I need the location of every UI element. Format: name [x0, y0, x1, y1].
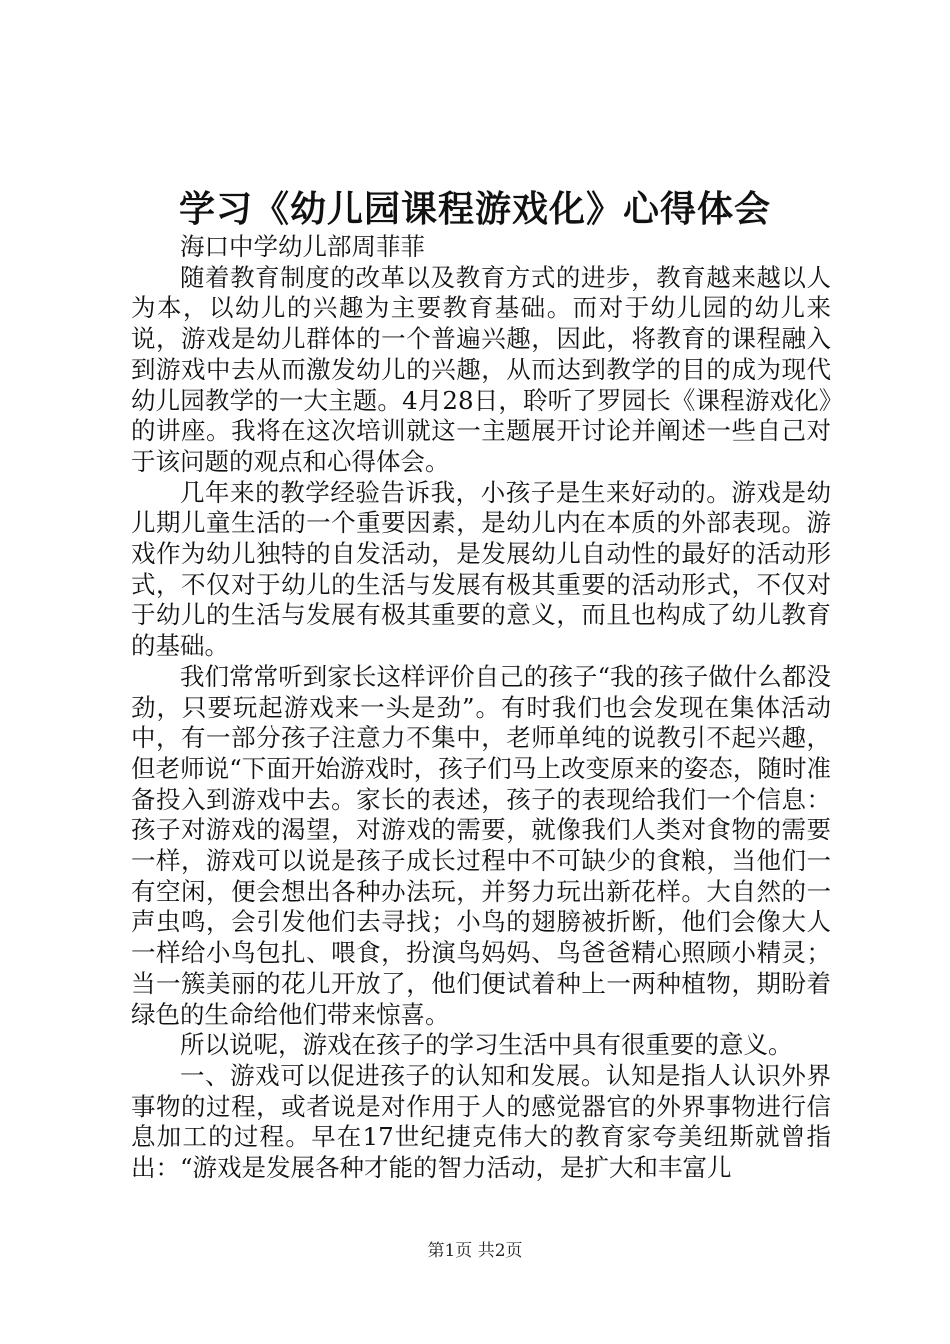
author-line: 海口中学幼儿部周菲菲	[180, 232, 425, 261]
document-body	[131, 232, 831, 1184]
paragraph: 几年来的教学经验告诉我，小孩子是生来好动的。游戏是幼儿期儿童生活的一个重要因素，是幼儿内在本质的外部表现。游戏作为幼儿独特的自发活动，是发展幼儿自动性的最好的活动形式，不仅对于幼儿的生活与发展有极其重要的活动形式，不仅对于幼儿的生活与发展有极其重要的意义，而且也构成了幼儿教育的基础。	[131, 477, 831, 661]
paragraph: 所以说呢，游戏在孩子的学习生活中具有很重要的意义。	[180, 1030, 793, 1060]
document-title: 学习《幼儿园课程游戏化》心得体会	[178, 188, 771, 230]
page-indicator: 第1页 共2页	[427, 1241, 523, 1261]
paragraph: 随着教育制度的改革以及教育方式的进步，教育越来越以人为本，以幼儿的兴趣为主要教育基础。而对于幼儿园的幼儿来说，游戏是幼儿群体的一个普遍兴趣，因此，将教育的课程融入到游戏中去从而激发幼儿的兴趣，从而达到教学的目的成为现代幼儿园教学的一大主题。4月28日，聆听了罗园长《课程游戏化》的讲座。我将在这次培训就这一主题展开讨论并阐述一些自己对于该问题的观点和心得体会。	[131, 262, 831, 476]
paragraph: 我们常常听到家长这样评价自己的孩子“我的孩子做什么都没劲，只要玩起游戏来一头是劲”。有时我们也会发现在集体活动中，有一部分孩子注意力不集中，老师单纯的说教引不起兴趣，但老师说“下面开始游戏时，孩子们马上改变原来的姿态，随时准备投入到游戏中去。家长的表述，孩子的表现给我们一个信息：孩子对游戏的渴望，对游戏的需要，就像我们人类对食物的需要一样，游戏可以说是孩子成长过程中不可缺少的食粮，当他们一有空闲，便会想出各种办法玩，并努力玩出新花样。大自然的一声虫鸣，会引发他们去寻找；小鸟的翅膀被折断，他们会像大人一样给小鸟包扎、喂食，扮演鸟妈妈、鸟爸爸精心照顾小精灵；当一簇美丽的花儿开放了，他们便试着种上一两种植物，期盼着绿色的生命给他们带来惊喜。	[131, 661, 831, 1029]
page-footer	[0, 1239, 950, 1263]
paragraph: 一、游戏可以促进孩子的认知和发展。认知是指人认识外界事物的过程，或者说是对作用于人的感觉器官的外界事物进行信息加工的过程。早在17世纪捷克伟大的教育家夸美纽斯就曾指出：“游戏是发展各种才能的智力活动，是扩大和丰富儿	[131, 1060, 831, 1183]
